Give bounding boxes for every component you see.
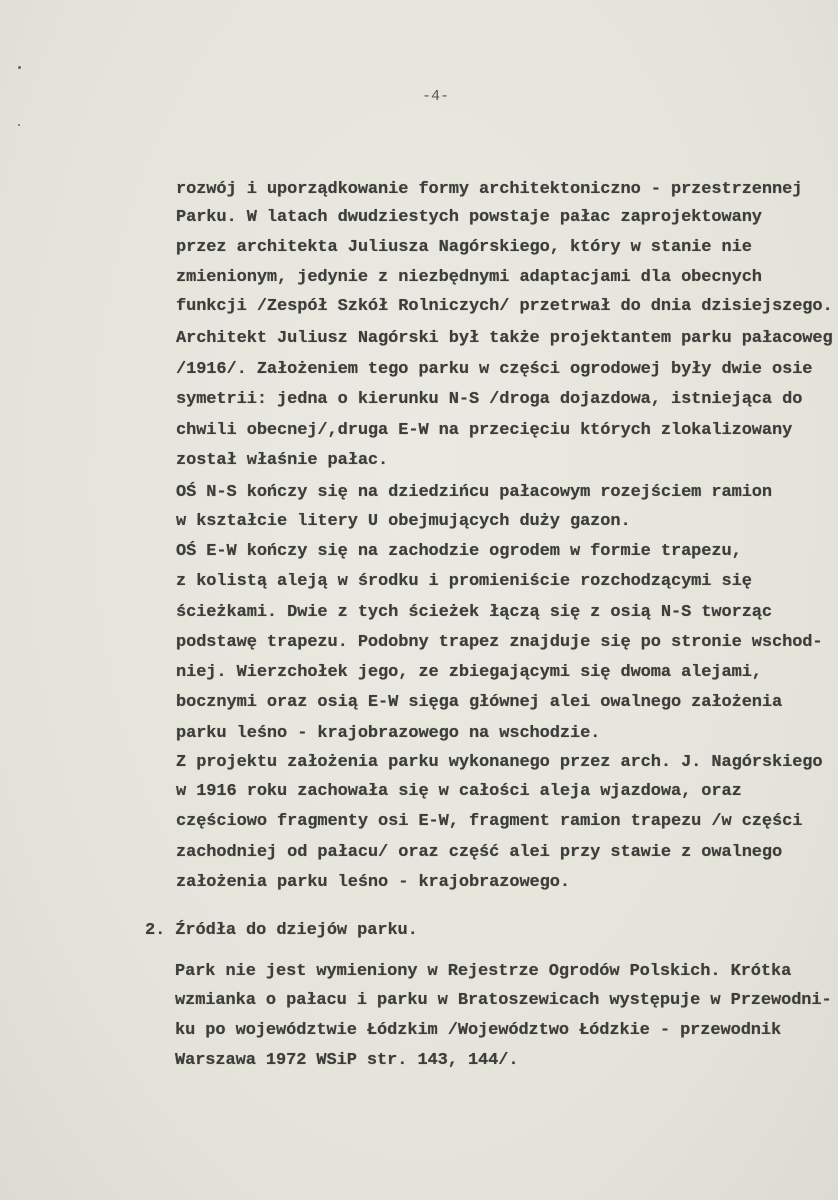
text-line: chwili obecnej/,druga E-W na przecięciu których zlokalizowany — [176, 421, 793, 440]
text-line: został właśnie pałac. — [176, 451, 389, 470]
text-line: parku leśno - krajobrazowego na wschodzie. — [176, 724, 601, 743]
text-line: w 1916 roku zachowała się w całości aleja wjazdowa, oraz — [176, 782, 742, 801]
text-line: bocznymi oraz osią E-W sięga głównej alei owalnego założenia — [176, 693, 783, 712]
text-line: częściowo fragmenty osi E-W, fragment ramion trapezu /w części — [176, 812, 803, 831]
text-line: Z projektu założenia parku wykonanego przez arch. J. Nagórskiego — [176, 753, 823, 772]
text-line: Park nie jest wymieniony w Rejestrze Ogrodów Polskich. Krótka — [175, 962, 792, 981]
text-line: symetrii: jedna o kierunku N-S /droga dojazdowa, istniejąca do — [176, 390, 803, 409]
text-line: wzmianka o pałacu i parku w Bratoszewicach występuje w Przewodni- — [175, 991, 832, 1010]
text-line: Architekt Juliusz Nagórski był także projektantem parku pałacoweg — [176, 329, 833, 348]
text-line: w kształcie litery U obejmujących duży gazon. — [176, 512, 631, 531]
text-line: zmienionym, jedynie z niezbędnymi adaptacjami dla obecnych — [176, 268, 762, 287]
text-line: /1916/. Założeniem tego parku w części ogrodowej były dwie osie — [176, 360, 813, 379]
text-line: OŚ N-S kończy się na dziedzińcu pałacowym rozejściem ramion — [176, 483, 772, 502]
text-line: rozwój i uporządkowanie formy architektoniczno - przestrzennej — [176, 180, 803, 199]
text-line: przez architekta Juliusza Nagórskiego, który w stanie nie — [176, 238, 752, 257]
section-heading: 2. Źródła do dziejów parku. — [145, 921, 418, 940]
text-line: funkcji /Zespół Szkół Rolniczych/ przetrwał do dnia dzisiejszego. — [176, 297, 833, 316]
text-line: zachodniej od pałacu/ oraz część alei przy stawie z owalnego — [176, 843, 783, 862]
text-line: z kolistą aleją w środku i promieniście rozchodzącymi się — [176, 572, 752, 591]
text-line: Warszawa 1972 WSiP str. 143, 144/. — [175, 1051, 519, 1070]
scan-speck — [18, 66, 21, 69]
text-line: ku po województwie Łódzkim /Województwo Łódzkie - przewodnik — [175, 1021, 782, 1040]
scan-speck — [18, 124, 20, 126]
text-line: podstawę trapezu. Podobny trapez znajduje się po stronie wschod- — [176, 633, 823, 652]
text-line: założenia parku leśno - krajobrazowego. — [176, 873, 570, 892]
text-line: OŚ E-W kończy się na zachodzie ogrodem w formie trapezu, — [176, 542, 742, 561]
text-line: niej. Wierzchołek jego, ze zbiegającymi się dwoma alejami, — [176, 663, 762, 682]
page-number: -4- — [422, 88, 450, 105]
text-line: ścieżkami. Dwie z tych ścieżek łączą się z osią N-S tworząc — [176, 603, 772, 622]
text-line: Parku. W latach dwudziestych powstaje pałac zaprojektowany — [176, 208, 762, 227]
